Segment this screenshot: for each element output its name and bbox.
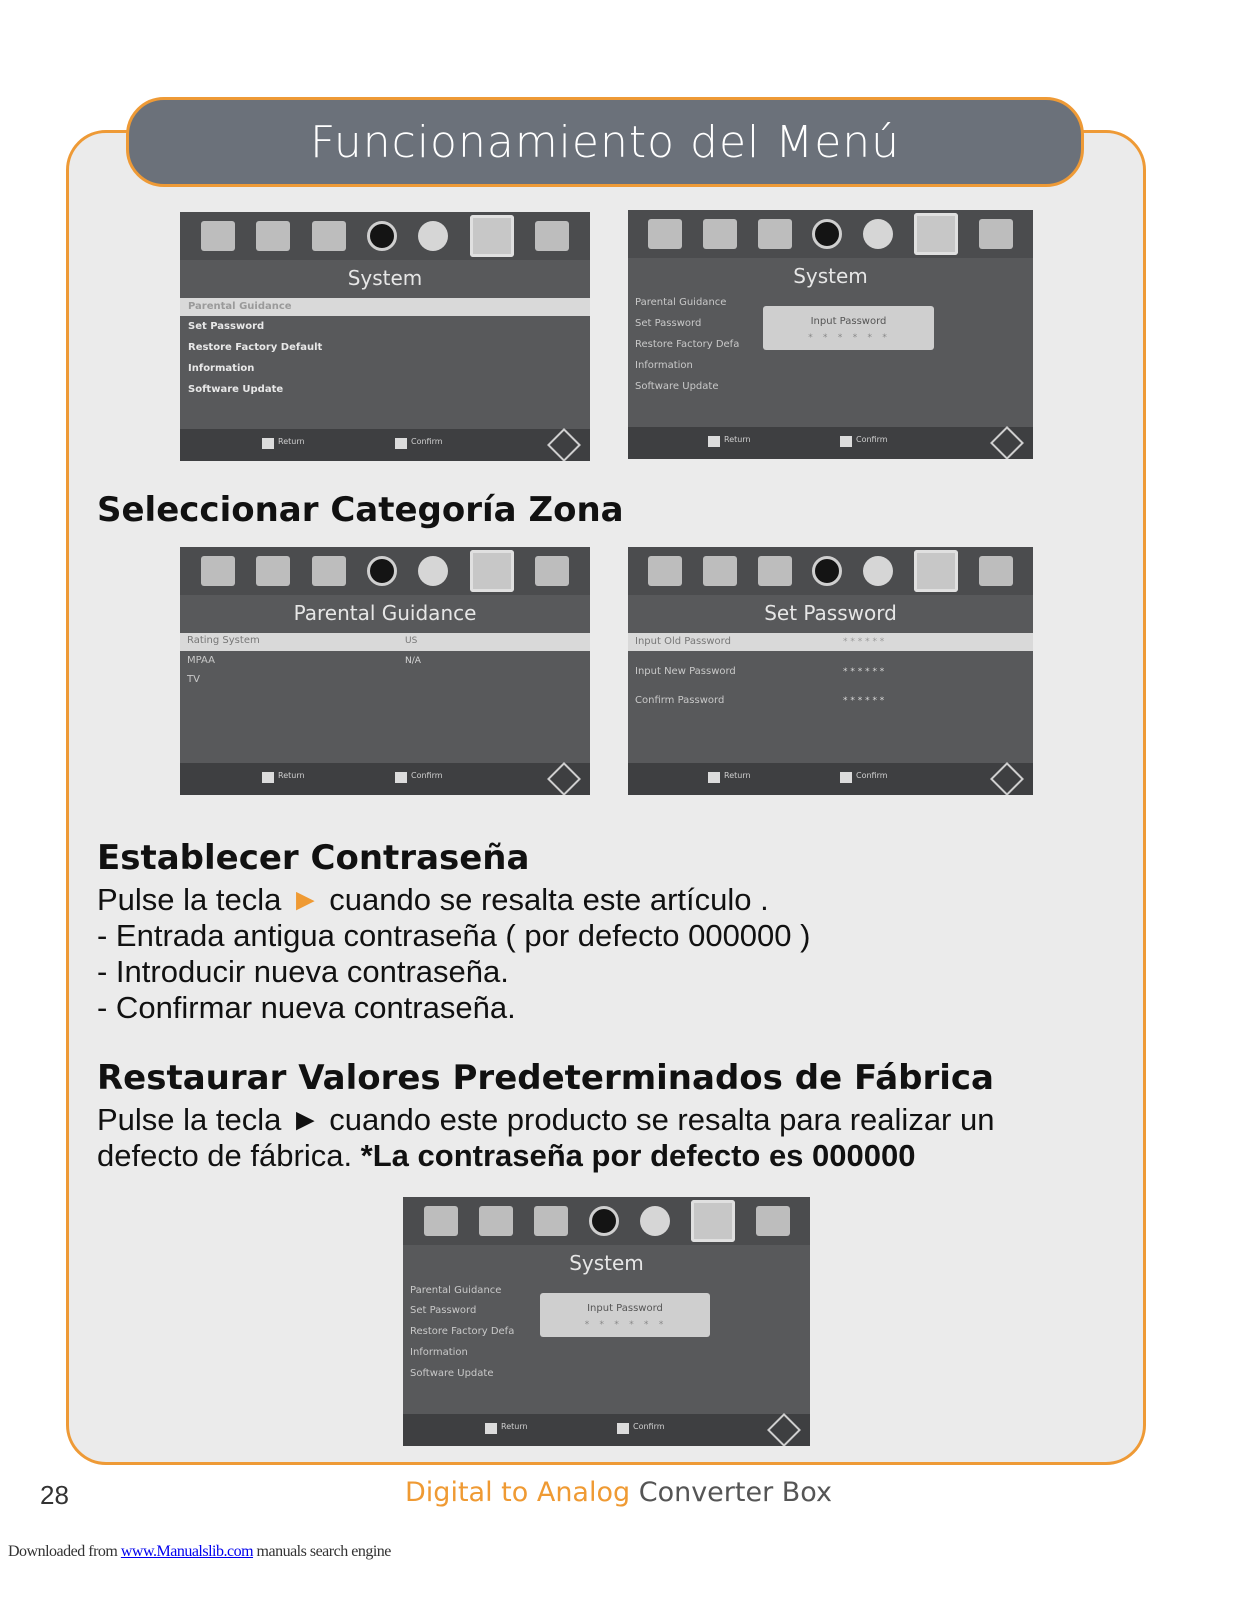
clock-icon bbox=[812, 219, 842, 249]
usb-icon bbox=[979, 556, 1013, 586]
popup-label: Input Password bbox=[587, 1303, 663, 1314]
mpaa-value: N/A bbox=[405, 656, 421, 666]
restore-line-2 bbox=[97, 1138, 915, 1174]
dpad-icon bbox=[547, 762, 581, 795]
usb-icon bbox=[535, 556, 569, 586]
instruction-text: cuando se resalta este artículo . bbox=[320, 882, 769, 917]
menu-item-parental: Parental Guidance bbox=[410, 1285, 502, 1296]
language-icon bbox=[863, 219, 893, 249]
return-label: Return bbox=[278, 771, 305, 780]
page-title-bar bbox=[126, 97, 1084, 187]
confirm-key-icon bbox=[617, 1423, 629, 1434]
return-key-icon bbox=[485, 1423, 497, 1434]
tv-icon bbox=[424, 1206, 458, 1236]
instruction-line-3: - Introducir nueva contraseña. bbox=[97, 954, 509, 989]
heading-restaurar-valores: Restaurar Valores Predeterminados de Fábrica bbox=[97, 1058, 994, 1098]
picture-icon bbox=[703, 219, 737, 249]
dpad-icon bbox=[990, 762, 1024, 795]
password-popup bbox=[540, 1293, 710, 1337]
language-icon bbox=[863, 556, 893, 586]
instruction-text: Pulse la tecla bbox=[97, 882, 290, 917]
menu-item-restore: Restore Factory Defa bbox=[410, 1326, 515, 1337]
screen-title: Parental Guidance bbox=[293, 601, 477, 625]
return-label: Return bbox=[724, 771, 751, 780]
menu-icon-row bbox=[180, 547, 590, 595]
channel-icon bbox=[534, 1206, 568, 1236]
clock-icon bbox=[367, 221, 397, 251]
instruction-line-1 bbox=[97, 882, 769, 918]
screenshot-system-menu bbox=[180, 212, 590, 461]
screenshot-set-password bbox=[628, 547, 1033, 795]
system-gear-icon bbox=[914, 213, 958, 255]
screen-footer bbox=[180, 429, 590, 461]
mpaa-label: MPAA bbox=[187, 655, 215, 666]
return-label: Return bbox=[278, 437, 305, 446]
system-gear-icon bbox=[470, 550, 514, 592]
menu-item-software: Software Update bbox=[635, 381, 719, 392]
channel-icon bbox=[758, 556, 792, 586]
confirm-label: Confirm bbox=[856, 771, 888, 780]
menu-item-restore: Restore Factory Defa bbox=[635, 339, 740, 350]
language-icon bbox=[418, 221, 448, 251]
clock-icon bbox=[367, 556, 397, 586]
system-gear-icon bbox=[470, 215, 514, 257]
clock-icon bbox=[812, 556, 842, 586]
screen-footer bbox=[403, 1414, 810, 1446]
language-icon bbox=[640, 1206, 670, 1236]
usb-icon bbox=[756, 1206, 790, 1236]
tv-icon bbox=[201, 556, 235, 586]
page-title: Funcionamiento del Menú bbox=[309, 116, 901, 168]
confirm-key-icon bbox=[840, 436, 852, 447]
page-number: 28 bbox=[40, 1480, 69, 1510]
old-password-value: * * * * * * bbox=[843, 637, 885, 647]
picture-icon bbox=[256, 556, 290, 586]
return-key-icon bbox=[708, 436, 720, 447]
return-key-icon bbox=[262, 438, 274, 449]
confirm-key-icon bbox=[395, 438, 407, 449]
instruction-line-2: - Entrada antigua contraseña ( por defecto 000000 ) bbox=[97, 918, 811, 953]
heading-establecer-contrasena: Establecer Contraseña bbox=[97, 838, 530, 878]
new-password-value: * * * * * * bbox=[843, 667, 885, 677]
old-password-label: Input Old Password bbox=[635, 636, 731, 647]
menu-item-information: Information bbox=[410, 1347, 468, 1358]
clock-icon bbox=[589, 1206, 619, 1236]
screen-title: System bbox=[569, 1251, 644, 1275]
tv-icon bbox=[201, 221, 235, 251]
restore-text: defecto de fábrica. bbox=[97, 1138, 361, 1173]
menu-icon-row bbox=[180, 212, 590, 260]
menu-item-restore: Restore Factory Default bbox=[188, 342, 323, 353]
menu-icon-row bbox=[628, 210, 1033, 258]
channel-icon bbox=[312, 221, 346, 251]
password-popup bbox=[763, 306, 934, 350]
screen-title: Set Password bbox=[764, 601, 897, 625]
popup-digits: * * * * * * bbox=[584, 1320, 666, 1330]
download-note bbox=[8, 1543, 391, 1561]
screen-footer bbox=[180, 763, 590, 795]
menu-icon-row bbox=[403, 1197, 810, 1245]
dpad-icon bbox=[767, 1413, 801, 1446]
return-label: Return bbox=[501, 1422, 528, 1431]
screen-footer bbox=[628, 763, 1033, 795]
return-key-icon bbox=[262, 772, 274, 783]
right-arrow-icon: ► bbox=[290, 882, 321, 917]
menu-item-software: Software Update bbox=[410, 1368, 494, 1379]
tv-icon bbox=[648, 219, 682, 249]
confirm-password-label: Confirm Password bbox=[635, 695, 725, 706]
picture-icon bbox=[256, 221, 290, 251]
menu-item-parental: Parental Guidance bbox=[188, 301, 292, 312]
screenshot-parental-guidance bbox=[180, 547, 590, 795]
language-icon bbox=[418, 556, 448, 586]
channel-icon bbox=[312, 556, 346, 586]
usb-icon bbox=[979, 219, 1013, 249]
dpad-icon bbox=[990, 426, 1024, 459]
menu-item-set-password: Set Password bbox=[635, 318, 702, 329]
tv-label: TV bbox=[187, 674, 200, 685]
default-password-note: *La contraseña por defecto es 000000 bbox=[360, 1138, 916, 1173]
menu-icon-row bbox=[628, 547, 1033, 595]
screenshot-restore-password bbox=[403, 1197, 810, 1446]
footer-title-orange: Digital to Analog bbox=[405, 1477, 631, 1508]
confirm-key-icon bbox=[840, 772, 852, 783]
confirm-label: Confirm bbox=[856, 435, 888, 444]
system-gear-icon bbox=[914, 550, 958, 592]
picture-icon bbox=[479, 1206, 513, 1236]
menu-item-information: Information bbox=[635, 360, 693, 371]
screen-footer bbox=[628, 427, 1033, 459]
footer-title bbox=[0, 1477, 1237, 1508]
footer-title-gray: Converter Box bbox=[630, 1477, 832, 1508]
rating-system-value: US bbox=[405, 636, 418, 646]
popup-label: Input Password bbox=[810, 316, 887, 327]
confirm-key-icon bbox=[395, 772, 407, 783]
heading-seleccionar-zona: Seleccionar Categoría Zona bbox=[97, 490, 624, 530]
tv-icon bbox=[648, 556, 682, 586]
return-label: Return bbox=[724, 435, 751, 444]
screen-title: System bbox=[793, 264, 868, 288]
download-suffix: manuals search engine bbox=[253, 1543, 391, 1560]
menu-item-information: Information bbox=[188, 363, 255, 374]
restore-line-1: Pulse la tecla ► cuando este producto se resalta para realizar un bbox=[97, 1102, 995, 1137]
menu-item-set-password: Set Password bbox=[410, 1305, 477, 1316]
menu-item-set-password: Set Password bbox=[188, 321, 265, 332]
manualslib-link[interactable]: www.Manualslib.com bbox=[120, 1543, 254, 1560]
usb-icon bbox=[535, 221, 569, 251]
screenshot-system-password bbox=[628, 210, 1033, 459]
return-key-icon bbox=[708, 772, 720, 783]
new-password-label: Input New Password bbox=[635, 666, 736, 677]
confirm-label: Confirm bbox=[411, 437, 443, 446]
menu-item-parental: Parental Guidance bbox=[635, 297, 727, 308]
system-gear-icon bbox=[691, 1200, 735, 1242]
menu-item-software: Software Update bbox=[188, 384, 284, 395]
dpad-icon bbox=[547, 428, 581, 461]
rating-system-label: Rating System bbox=[187, 635, 260, 646]
popup-digits: * * * * * * bbox=[807, 333, 890, 343]
download-prefix: Downloaded from bbox=[8, 1543, 121, 1560]
confirm-password-value: * * * * * * bbox=[843, 696, 885, 706]
channel-icon bbox=[758, 219, 792, 249]
instruction-line-4: - Confirmar nueva contraseña. bbox=[97, 990, 516, 1025]
picture-icon bbox=[703, 556, 737, 586]
screen-title: System bbox=[347, 266, 423, 290]
confirm-label: Confirm bbox=[633, 1422, 665, 1431]
confirm-label: Confirm bbox=[411, 771, 443, 780]
